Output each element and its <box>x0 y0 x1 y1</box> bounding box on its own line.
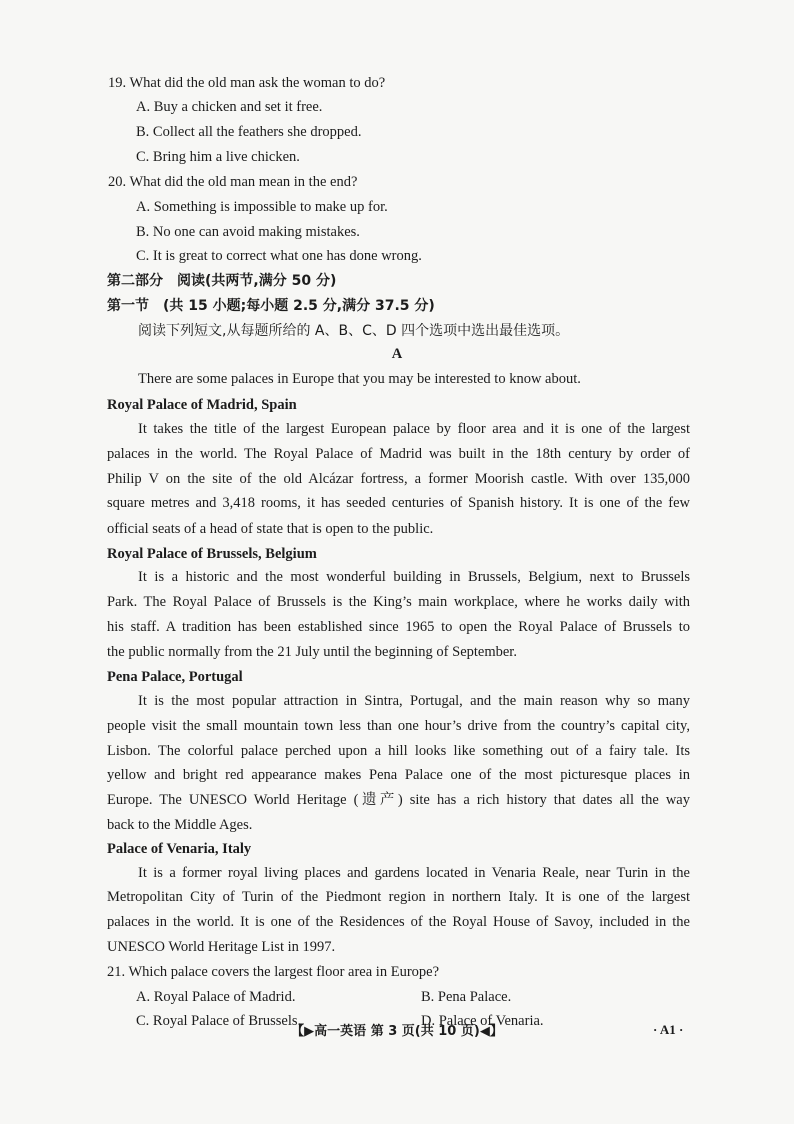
pena-line-3: Lisbon. The colorful palace perched upon a hill looks like something out of a fairy tale. Its <box>107 743 690 759</box>
venaria-line-4: UNESCO World Heritage List in 1997. <box>107 939 336 955</box>
pena-line-4: yellow and bright red appearance makes Pena Palace one of the most picturesque places in <box>107 767 690 783</box>
madrid-line-2: palaces in the world. The Royal Palace of Madrid was built in the 18th century by order of <box>107 446 690 462</box>
brussels-line-4: the public normally from the 21 July until the beginning of September. <box>107 644 517 660</box>
madrid-line-3: Philip V on the site of the old Alcázar fortress, a former Moorish castle. With over 135,000 <box>107 471 690 487</box>
pena-line-5: Europe. The UNESCO World Heritage (遗产) site has a rich history that dates all the way <box>107 792 690 808</box>
part2-title: 第二部分 阅读(共两节,满分 50 分) <box>107 273 337 289</box>
madrid-line-4: square metres and 3,418 rooms, it has seeded centuries of Spanish history. It is one of the few <box>107 495 690 511</box>
brussels-line-1: It is a historic and the most wonderful building in Brussels, Belgium, next to Brussels <box>138 569 690 585</box>
brussels-line-3: his staff. A tradition has been established since 1965 to open the Royal Palace of Brussels to <box>107 619 690 635</box>
heading-pena: Pena Palace, Portugal <box>107 669 243 685</box>
pena-line-1: It is the most popular attraction in Sintra, Portugal, and the main reason why so many <box>138 693 690 709</box>
heading-brussels: Royal Palace of Brussels, Belgium <box>107 546 317 562</box>
pena-line-2: people visit the small mountain town less than one hour’s drive from the country’s capital city, <box>107 718 690 734</box>
q20-option-b: B. No one can avoid making mistakes. <box>136 224 360 240</box>
q21-stem: 21. Which palace covers the largest floor area in Europe? <box>107 964 440 980</box>
venaria-line-1: It is a former royal living places and gardens located in Venaria Reale, near Turin in the <box>138 865 690 881</box>
passage-intro: There are some palaces in Europe that you may be interested to know about. <box>138 371 581 387</box>
madrid-line-5: official seats of a head of state that is open to the public. <box>107 521 434 537</box>
venaria-line-2: Metropolitan City of Turin of the Piedmont region in northern Italy. It is one of the largest <box>107 889 690 905</box>
q19-stem: 19. What did the old man ask the woman to do? <box>108 75 386 91</box>
passage-label: A <box>391 346 403 362</box>
madrid-line-1: It takes the title of the largest European palace by floor area and it is one of the largest <box>138 421 690 437</box>
heading-madrid: Royal Palace of Madrid, Spain <box>107 397 297 413</box>
pena-line-6: back to the Middle Ages. <box>107 817 253 833</box>
heading-venaria: Palace of Venaria, Italy <box>107 841 252 857</box>
q20-stem: 20. What did the old man mean in the end? <box>108 174 358 190</box>
brussels-line-2: Park. The Royal Palace of Brussels is the King’s main workplace, where he works daily with <box>107 594 690 610</box>
q21-option-b: B. Pena Palace. <box>421 989 512 1005</box>
q21-option-c: C. Royal Palace of Brussels. <box>136 1013 302 1029</box>
q19-option-b: B. Collect all the feathers she dropped. <box>136 124 362 140</box>
q20-option-a: A. Something is impossible to make up for. <box>136 199 388 215</box>
q19-option-c: C. Bring him a live chicken. <box>136 149 300 165</box>
q21-option-d: D. Palace of Venaria. <box>421 1013 544 1029</box>
venaria-line-3: palaces in the world. It is one of the Residences of the Royal House of Savoy, included in the <box>107 914 690 930</box>
q21-option-a: A. Royal Palace of Madrid. <box>136 989 296 1005</box>
q20-option-c: C. It is great to correct what one has done wrong. <box>136 248 422 264</box>
footer-mark: · A1 · <box>653 1022 684 1037</box>
section1-title: 第一节 (共 15 小题;每小题 2.5 分,满分 37.5 分) <box>107 298 435 314</box>
page-footer: 【▶高一英语 第 3 页(共 10 页)◀】 <box>291 1024 503 1039</box>
q19-option-a: A. Buy a chicken and set it free. <box>136 99 323 115</box>
reading-instruction: 阅读下列短文,从每题所给的 A、B、C、D 四个选项中选出最佳选项。 <box>138 323 570 339</box>
